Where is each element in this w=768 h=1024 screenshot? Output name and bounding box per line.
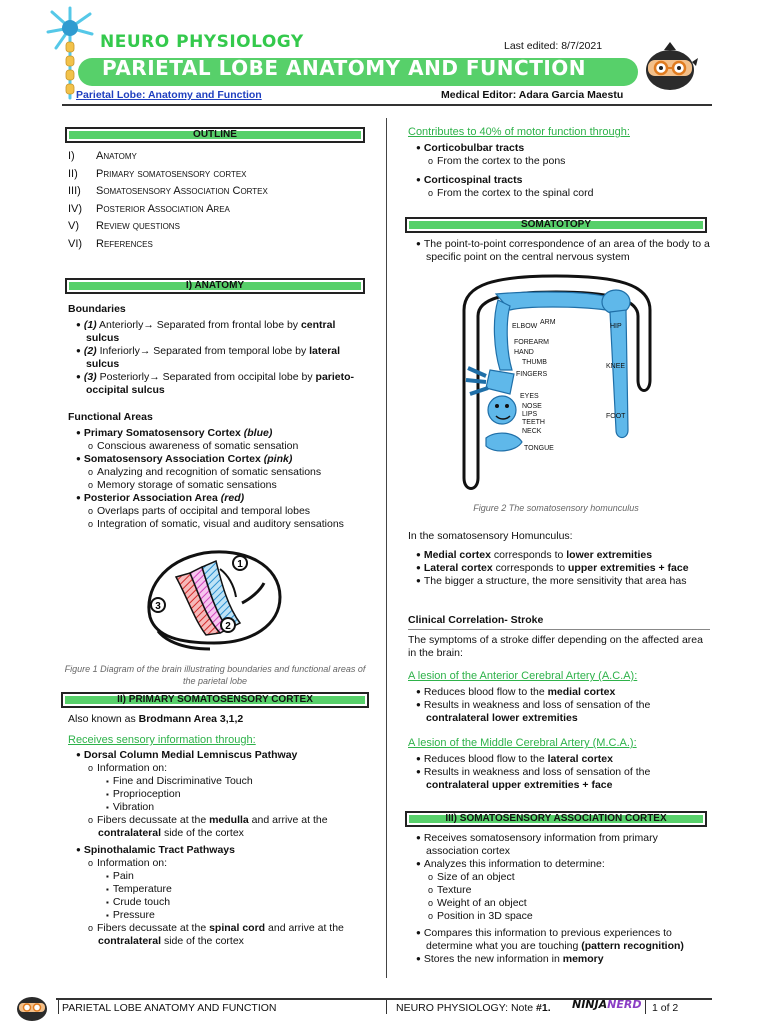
aka-text: Also known as Brodmann Area 3,1,2 (68, 713, 244, 725)
homunculus-figure (456, 270, 656, 500)
outline-list (68, 148, 368, 253)
footer-separator (645, 1000, 646, 1014)
somatotopy-definition: ● The point-to-point correspondence of an area of the body to a specific point on the central nervous system (408, 238, 710, 264)
boundary-item: ● (1) Anteriorly→ Separated from frontal lobe by central sulcus (68, 319, 368, 345)
pathway-sensation: ▪ Crude touch (62, 896, 368, 909)
homunculus-label: FOREARM (514, 339, 549, 346)
homunculus-point: ● The bigger a structure, the more sensitivity that area has (408, 575, 710, 588)
tract-detail: o From the cortex to the pons (402, 155, 710, 168)
page-number: 1 of 2 (652, 1002, 679, 1014)
functional-area-detail: o Conscious awareness of somatic sensation (62, 440, 368, 453)
association-detail: o Position in 3D space (402, 910, 710, 923)
primary-heading: II) PRIMARY SOMATOSENSORY CORTEX (62, 693, 368, 707)
neuron-logo-icon (42, 6, 98, 102)
homunculus-label: HIP (610, 323, 622, 330)
homunculus-point: ● Medial cortex corresponds to lower extremities (408, 549, 710, 562)
stroke-title: Clinical Correlation- Stroke (408, 614, 710, 630)
homunculus-label: FINGERS (516, 371, 548, 378)
tract-item: ● Corticobulbar tracts (408, 142, 710, 155)
course-title: NEURO PHYSIOLOGY (100, 32, 304, 52)
association-point: ● Analyzes this information to determine: (408, 858, 710, 871)
homunculus-label: NECK (522, 428, 542, 435)
pathway-sensation: ▪ Pressure (62, 909, 368, 922)
figure-1-caption: Figure 1 Diagram of the brain illustrating boundaries and functional areas of the parietal lobe (64, 664, 366, 686)
pathway-sensation: ▪ Vibration (62, 801, 368, 814)
last-edited: Last edited: 8/7/2021 (504, 40, 603, 52)
page-title: PARIETAL LOBE ANATOMY AND FUNCTION (102, 56, 587, 80)
outline-item[interactable]: II) Primary somatosensory cortex (68, 167, 247, 180)
ninja-nerd-logo: NINJANERD (572, 998, 642, 1011)
header-rule (62, 104, 712, 106)
title-link[interactable]: Parietal Lobe: Anatomy and Function (76, 89, 262, 101)
functional-area-item: ● Posterior Association Area (red) (68, 492, 368, 505)
ninja-mascot-icon (640, 40, 700, 92)
homunculus-label: THUMB (522, 359, 547, 366)
figure-label: 2 (225, 621, 231, 632)
page-header (0, 0, 768, 110)
pathway-sensation: ▪ Proprioception (62, 788, 368, 801)
medical-editor: Medical Editor: Adara Garcia Maestu (441, 89, 624, 101)
homunculus-label: TEETH (522, 419, 545, 426)
homunculus-label: ELBOW (512, 323, 538, 330)
aca-subtitle: A lesion of the Anterior Cerebral Artery (A.C.A): (408, 670, 638, 682)
right-column (402, 118, 710, 966)
footer-separator (58, 1000, 59, 1014)
outline-item[interactable]: VI) References (68, 237, 153, 250)
figure-2-caption: Figure 2 The somatosensory homunculus (473, 503, 639, 513)
pathway-detail: o Fibers decussate at the spinal cord and arrive at the contralateral side of the cortex (62, 922, 368, 948)
left-column (62, 118, 368, 948)
footer-title: PARIETAL LOBE ANATOMY AND FUNCTION (62, 1002, 277, 1014)
pathway-detail: o Information on: (62, 857, 368, 870)
homunculus-label: LIPS (522, 411, 538, 418)
receives-subtitle: Receives sensory information through: (68, 734, 256, 746)
association-point: ● Compares this information to previous experiences to determine what you are touching (pattern recognition) (408, 927, 710, 953)
association-heading: III) SOMATOSENSORY ASSOCIATION CORTEX (406, 812, 706, 826)
mca-subtitle: A lesion of the Middle Cerebral Artery (M.C.A.): (408, 737, 637, 749)
boundary-item: ● (2) Inferiorly→ Separated from temporal lobe by lateral sulcus (68, 345, 368, 371)
mca-point: ● Reduces blood flow to the lateral cortex (408, 753, 710, 766)
association-point: ● Stores the new information in memory (408, 953, 710, 966)
pathway-detail: o Fibers decussate at the medulla and arrive at the contralateral side of the cortex (62, 814, 368, 840)
functional-area-item: ● Somatosensory Association Cortex (pink) (68, 453, 368, 466)
homunculus-label: HAND (514, 349, 534, 356)
homunculus-label: TONGUE (524, 445, 554, 452)
ninja-footer-icon (14, 992, 50, 1022)
association-detail: o Size of an object (402, 871, 710, 884)
outline-item[interactable]: IV) Posterior Association Area (68, 202, 230, 215)
pathway-sensation: ▪ Pain (62, 870, 368, 883)
brain-diagram-figure (140, 539, 290, 659)
footer-separator (386, 1000, 387, 1014)
figure-label: 1 (237, 559, 243, 570)
figure-label: 3 (155, 601, 161, 612)
pathway-sensation: ▪ Temperature (62, 883, 368, 896)
pathway-sensation: ▪ Fine and Discriminative Touch (62, 775, 368, 788)
homunculus-label: KNEE (606, 363, 626, 370)
tract-detail: o From the cortex to the spinal cord (402, 187, 710, 200)
association-point: ● Receives somatosensory information from primary association cortex (408, 832, 710, 858)
outline-item[interactable]: III) Somatosensory Association Cortex (68, 185, 268, 197)
boundaries-title: Boundaries (68, 303, 126, 315)
outline-item[interactable]: V) Review questions (68, 220, 180, 232)
somatotopy-heading: SOMATOTOPY (406, 218, 706, 232)
tract-item: ● Corticospinal tracts (408, 174, 710, 187)
homunculus-label: ARM (540, 319, 556, 326)
functional-area-detail: o Overlaps parts of occipital and temporal lobes (62, 505, 368, 518)
pathway-detail: o Information on: (62, 762, 368, 775)
association-detail: o Weight of an object (402, 897, 710, 910)
pathway-item: ● Dorsal Column Medial Lemniscus Pathway (68, 749, 368, 762)
pathway-item: ● Spinothalamic Tract Pathways (68, 844, 368, 857)
anatomy-heading: I) ANATOMY (66, 279, 364, 293)
functional-area-detail: o Integration of somatic, visual and auditory sensations (62, 518, 368, 531)
aca-point: ● Reduces blood flow to the medial cortex (408, 686, 710, 699)
functional-areas-title: Functional Areas (68, 411, 153, 423)
aca-point: ● Results in weakness and loss of sensation of the contralateral lower extremities (408, 699, 710, 725)
homunculus-point: ● Lateral cortex corresponds to upper extremities + face (408, 562, 710, 575)
outline-item[interactable]: I) Anatomy (68, 150, 137, 162)
footer-note: NEURO PHYSIOLOGY: Note #1. (396, 1002, 551, 1014)
boundary-item: ● (3) Posteriorly→ Separated from occipital lobe by parieto-occipital sulcus (68, 371, 368, 397)
functional-area-item: ● Primary Somatosensory Cortex (blue) (68, 427, 368, 440)
mca-point: ● Results in weakness and loss of sensation of the contralateral upper extremities + face (408, 766, 710, 792)
outline-heading: OUTLINE (66, 128, 364, 142)
association-detail: o Texture (402, 884, 710, 897)
stroke-intro: The symptoms of a stroke differ depending on the affected area in the brain: (408, 634, 703, 659)
functional-area-detail: o Analyzing and recognition of somatic sensations (62, 466, 368, 479)
motor-subtitle: Contributes to 40% of motor function through: (408, 126, 630, 138)
homunculus-label: FOOT (606, 413, 626, 420)
functional-area-detail: o Memory storage of somatic sensations (62, 479, 368, 492)
homunculus-label: NOSE (522, 403, 542, 410)
homunculus-label: EYES (520, 393, 539, 400)
homunculus-intro: In the somatosensory Homunculus: (408, 530, 573, 542)
column-divider (386, 118, 387, 978)
